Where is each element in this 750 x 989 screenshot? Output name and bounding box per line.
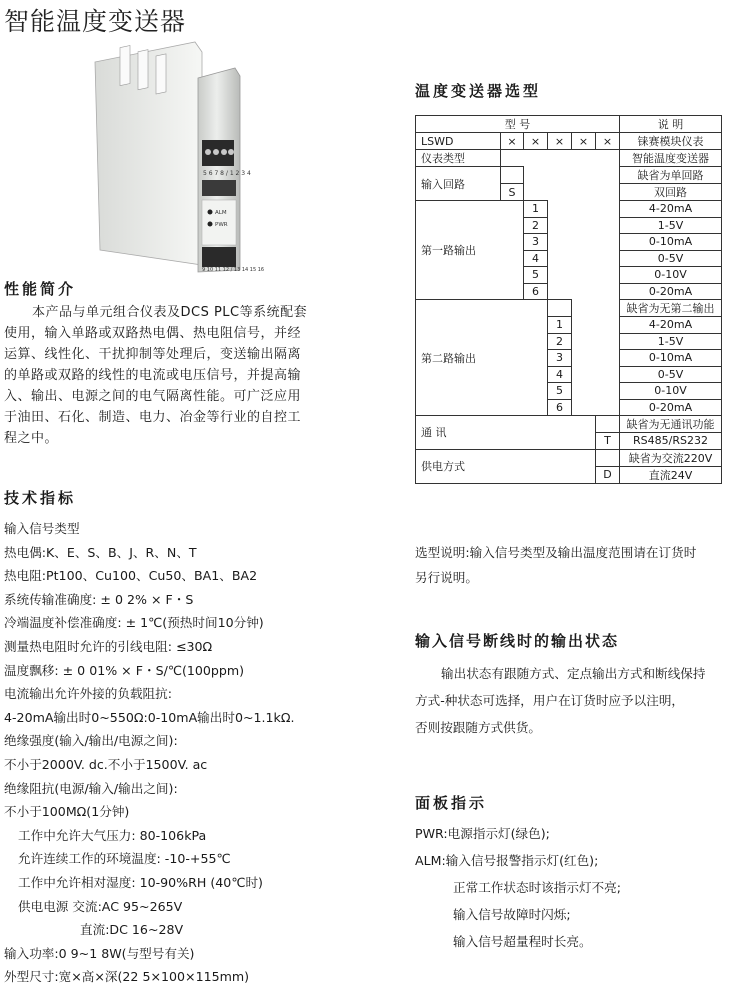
- break-heading: 输入信号断线时的输出状态: [415, 632, 620, 650]
- table-cell: [548, 300, 572, 317]
- spec-line: 系统传输准确度: ± 0 2% × F・S: [4, 591, 194, 607]
- table-row: [416, 201, 722, 218]
- panel-heading: 面板指示: [415, 794, 488, 812]
- table-cell: 6: [524, 283, 548, 300]
- spec-line: 绝缘阻抗(电源/输入/输出之间):: [4, 780, 178, 796]
- intro-line: 使用，输入单路或双路热电偶、热电阻信号，并经: [4, 326, 302, 341]
- spec-line: 输入功率:0 9~1 8W(与型号有关): [4, 945, 195, 961]
- table-cell: 5: [524, 267, 548, 284]
- intro-line: 入、输出、电源之间的电气隔离性能。可广泛应用: [4, 389, 302, 404]
- spec-line: 热电阻:Pt100、Cu100、Cu50、BA1、BA2: [4, 568, 258, 584]
- table-cell: [572, 383, 620, 400]
- table-row: [416, 116, 722, 133]
- x-cell: ×: [572, 133, 596, 150]
- table-cell: 0-10V: [620, 267, 722, 284]
- table-cell: [524, 184, 620, 201]
- break-paragraph: 输出状态有跟随方式、定点输出方式和断线保持 方式-种状态可选择，用户在订货时应予以注明， 否则按跟随方式供货。: [415, 666, 706, 735]
- table-cell: 0-10V: [620, 383, 722, 400]
- spec-line: 输入信号类型: [4, 521, 80, 536]
- spec-line: 热电偶:K、E、S、B、J、R、N、T: [4, 544, 197, 560]
- table-row: [416, 300, 722, 317]
- spec-line: 直流:DC 16~28V: [80, 922, 184, 938]
- table-cell: 2: [548, 333, 572, 350]
- table-cell: 1-5V: [620, 333, 722, 350]
- specs-list: [4, 517, 384, 989]
- spec-line: 工作中允许大气压力: 80-106kPa: [18, 827, 207, 843]
- comm-label: 通 讯: [416, 416, 596, 450]
- spec-line: 测量热电阻时允许的引线电阻: ≤30Ω: [4, 638, 213, 654]
- table-cell: [572, 317, 620, 334]
- table-cell: [596, 416, 620, 433]
- table-row: [416, 133, 722, 150]
- table-cell: [572, 300, 620, 317]
- table-row: [416, 167, 722, 184]
- power-default: 缺省为交流220V: [620, 449, 722, 466]
- spec-line: 外型尺寸:宽×高×深(22 5×100×115mm): [4, 969, 250, 985]
- type-desc: 智能温度变送器: [620, 150, 722, 167]
- intro-line: 程之中。: [4, 431, 59, 446]
- table-cell: [548, 217, 620, 234]
- led-alm-label: ALM: [215, 210, 227, 216]
- table-cell: [572, 399, 620, 416]
- selection-heading: 温度变送器选型: [415, 82, 542, 100]
- panel-list: PWR:电源指示灯(绿色); ALM:输入信号报警指示灯(红色); 正常工作状态时该指示灯不亮; 输入信号故障时闪烁; 输入信号超量程时长亮。: [415, 820, 621, 955]
- spec-line: 允许连续工作的环境温度: -10-+55℃: [18, 851, 231, 867]
- x-cell: ×: [524, 133, 548, 150]
- table-cell: [501, 167, 524, 184]
- col-model-header: 型 号: [416, 116, 620, 133]
- spec-line: 不小于2000V. dc.不小于1500V. ac: [4, 756, 208, 772]
- spec-line: 不小于100MΩ(1分钟): [4, 804, 130, 820]
- power-d-code: D: [596, 466, 620, 483]
- table-cell: 4-20mA: [620, 317, 722, 334]
- table-cell: [548, 234, 620, 251]
- spec-line: 电流输出允许外接的负载阻抗:: [4, 686, 172, 702]
- model-desc: 铼赛模块仪表: [620, 133, 722, 150]
- table-cell: 0-5V: [620, 250, 722, 267]
- comm-default: 缺省为无通讯功能: [620, 416, 722, 433]
- intro-line: 本产品与单元组合仪表及DCS PLC等系统配套: [32, 305, 308, 320]
- table-cell: [548, 267, 620, 284]
- table-cell: [548, 250, 620, 267]
- input-s-desc: 双回路: [620, 184, 722, 201]
- table-cell: 4: [524, 250, 548, 267]
- selection-table: [415, 115, 722, 484]
- table-cell: [548, 283, 620, 300]
- table-cell: 3: [524, 234, 548, 251]
- terminals-top-label: 5 6 7 8 / 1 2 3 4: [203, 170, 251, 177]
- spec-line: 绝缘强度(输入/输出/电源之间):: [4, 733, 178, 749]
- comm-t-desc: RS485/RS232: [620, 433, 722, 450]
- input-default: 缺省为单回路: [620, 167, 722, 184]
- power-d-desc: 直流24V: [620, 466, 722, 483]
- model-code: LSWD: [416, 133, 501, 150]
- table-row: [416, 449, 722, 466]
- table-cell: [501, 150, 620, 167]
- table-cell: 1: [548, 317, 572, 334]
- table-cell: [548, 201, 620, 218]
- intro-heading: 性能简介: [4, 280, 77, 298]
- table-cell: [572, 366, 620, 383]
- table-cell: 0-10mA: [620, 234, 722, 251]
- table-cell: [596, 449, 620, 466]
- spec-line: 工作中允许相对湿度: 10-90%RH (40℃时): [18, 874, 263, 890]
- comm-t-code: T: [596, 433, 620, 450]
- out2-label: 第二路输出: [416, 300, 548, 416]
- col-desc-header: 说 明: [620, 116, 722, 133]
- power-label: 供电方式: [416, 449, 596, 483]
- table-cell: 4-20mA: [620, 201, 722, 218]
- table-row: [416, 150, 722, 167]
- out1-label: 第一路输出: [416, 201, 524, 300]
- x-cell: ×: [548, 133, 572, 150]
- x-cell: ×: [501, 133, 524, 150]
- intro-paragraph: [4, 302, 384, 449]
- table-cell: [524, 167, 620, 184]
- intro-line: 的单路或双路的线性的电流或电压信号，并提高输: [4, 368, 302, 383]
- panel-pwr: PWR:电源指示灯(绿色);: [415, 826, 550, 841]
- x-cell: ×: [596, 133, 620, 150]
- product-image: [90, 40, 265, 273]
- panel-alm: ALM:输入信号报警指示灯(红色);: [415, 853, 599, 868]
- table-cell: 0-20mA: [620, 283, 722, 300]
- page-title: 智能温度变送器: [4, 7, 187, 36]
- spec-line: 冷端温度补偿准确度: ± 1℃(预热时间10分钟): [4, 615, 264, 631]
- selection-note: 选型说明:输入信号类型及输出温度范围请在订货时 另行说明。: [415, 545, 697, 585]
- table-cell: 2: [524, 217, 548, 234]
- table-cell: 1-5V: [620, 217, 722, 234]
- table-cell: 1: [524, 201, 548, 218]
- table-cell: 0-20mA: [620, 399, 722, 416]
- spec-line: 供电电源 交流:AC 95~265V: [18, 898, 183, 914]
- input-label: 输入回路: [416, 167, 501, 201]
- intro-line: 于油田、石化、制造、电力、冶金等行业的自控工: [4, 410, 302, 425]
- table-row: [416, 416, 722, 433]
- specs-heading: 技术指标: [4, 489, 77, 507]
- spec-line: 温度飘移: ± 0 01% × F・S/℃(100ppm): [4, 662, 245, 678]
- terminals-bottom-label: 9 10 11 12 / 13 14 15 16: [202, 267, 265, 273]
- table-cell: 0-10mA: [620, 350, 722, 367]
- intro-line: 运算、线性化、干扰抑制等处理后，变送输出隔离: [4, 347, 302, 362]
- table-cell: [572, 333, 620, 350]
- table-cell: 3: [548, 350, 572, 367]
- table-cell: 5: [548, 383, 572, 400]
- out2-default: 缺省为无第二输出: [620, 300, 722, 317]
- spec-line: 4-20mA输出时0~550Ω:0-10mA输出时0~1.1kΩ.: [4, 709, 295, 725]
- table-cell: [572, 350, 620, 367]
- type-label: 仪表类型: [416, 150, 501, 167]
- table-cell: 4: [548, 366, 572, 383]
- table-cell: 0-5V: [620, 366, 722, 383]
- table-cell: 6: [548, 399, 572, 416]
- input-s-code: S: [501, 184, 524, 201]
- led-pwr-label: PWR: [215, 222, 228, 228]
